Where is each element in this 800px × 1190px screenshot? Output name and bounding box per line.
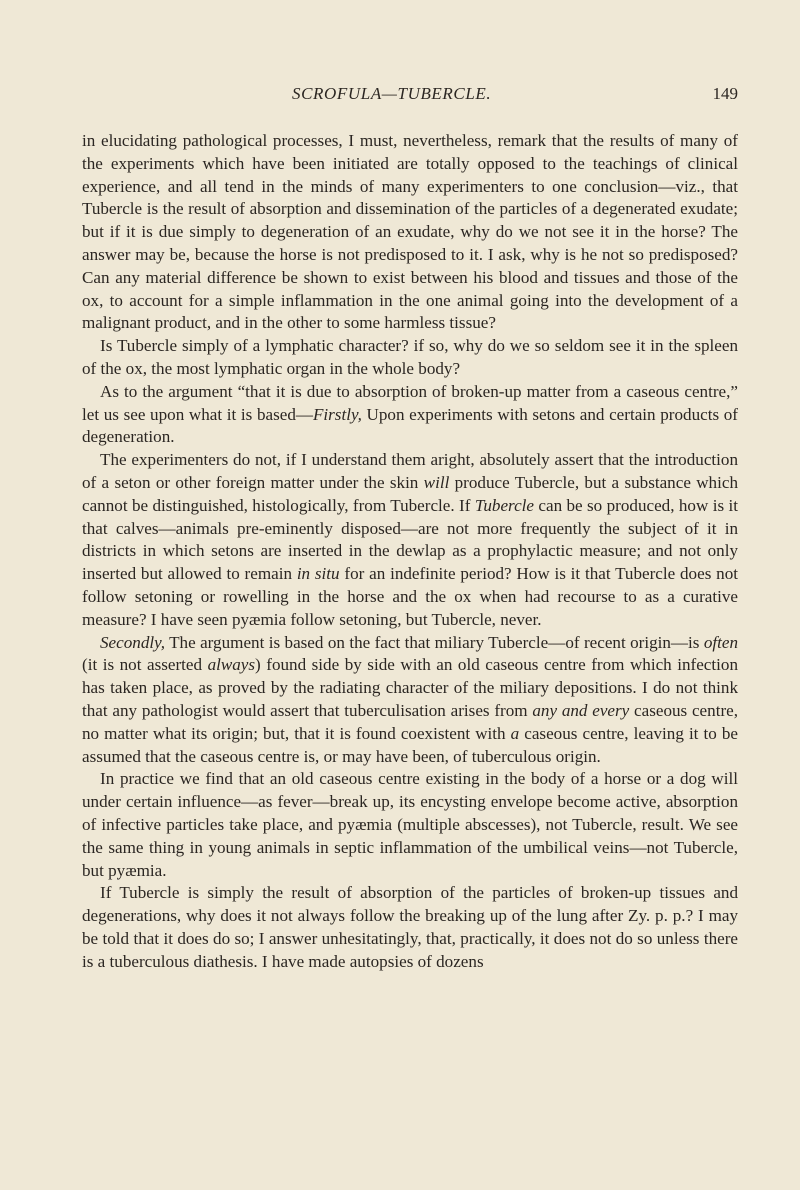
italic-text-run: Firstly, (312, 404, 362, 424)
text-run: caseous centre, leaving it to be assumed that the caseous centre is, or may have been, of tuberculous origin. (82, 723, 738, 766)
text-run: Upon experiments with setons and certain products of degeneration. (82, 404, 738, 447)
paragraph (82, 381, 738, 449)
running-title: SCROFULA—TUBERCLE. (292, 84, 492, 103)
paragraph (82, 768, 738, 882)
italic-text-run: always (207, 655, 256, 675)
italic-text-run: a (510, 723, 520, 743)
text-run: The argument is based on the fact that miliary Tubercle—of recent origin—is (165, 632, 704, 652)
italic-text-run: often (703, 632, 738, 652)
text-run: (it is not asserted (82, 655, 208, 675)
book-page (0, 84, 800, 1190)
text-run: caseous centre, no matter what its origin; but, that it is found coexistent with (82, 700, 738, 743)
text-run: The experimenters do not, if I understand them aright, absolutely assert that the introduction of a seton or other foreign matter under the skin (82, 450, 738, 492)
paragraph (82, 130, 738, 335)
paragraph (82, 632, 738, 769)
italic-text-run: will (423, 472, 450, 492)
text-run: In practice we find that an old caseous centre existing in the body of a horse or a dog will under certain influence—as fever—break up, its encysting envelope become active, absorption of infective particles take place, and pyæmia (multiple abscesses), not Tubercle, result. We see the same thing in young animals in septic inflammation of the umbilical veins—not Tubercle, but pyæmia. (82, 769, 738, 880)
text-run: in elucidating pathological processes, I must, nevertheless, remark that the results of many of the experiments which have been initiated are totally opposed to the teachings of clinical experience, and all tend in the minds of many experimenters to one conclusion—viz., that Tubercle is the result of absorption and dissemination of the particles of a degenerated exudate; but if it is due simply to degeneration of an exudate, why do we not see it in the horse? The answer may be, because the horse is not predisposed to it. I ask, why is he not so predisposed? Can any material difference be shown to exist between his blood and tissues and those of the ox, to account for a simple inflammation in the one animal going into the development of a malignant product, and in the other to some harmless tissue? (82, 131, 738, 333)
paragraph (82, 882, 738, 973)
paragraph (82, 449, 738, 631)
italic-text-run: in situ (296, 564, 340, 584)
text-run: produce Tubercle, but a substance which cannot be distinguished, histologically, from Tubercle. If (82, 472, 738, 515)
text-run: can be so produced, how is it that calves—animals pre-eminently disposed—are not more frequently the subject of it in districts in which setons are inserted in the dewlap as a prophylactic measure; and not only inserted but allowed to remain (82, 495, 738, 584)
text-run: If Tubercle is simply the result of absorption of the particles of broken-up tissues and degenerations, why does it not always follow the breaking up of the lung after Zy. p. p.? I may be told that it does do so; I answer unhesitatingly, that, practically, it does not do so unless there is a tuberculous diathesis. I have made autopsies of dozens (82, 883, 738, 971)
paragraph (82, 335, 738, 381)
running-head (82, 84, 738, 124)
italic-text-run: any and every (532, 700, 630, 720)
text-run: ) found side by side with an old caseous centre from which infection has taken place, as proved by the radiating character of the miliary depositions. I do not think that any pathologist would assert that tuberculisation arises from (82, 655, 738, 720)
italic-text-run: Tubercle (474, 495, 534, 515)
body-text (82, 130, 738, 973)
text-run: for an indefinite period? How is it that Tubercle does not follow setoning or rowelling in the horse and the ox when had recourse to as a curative measure? I have seen pyæmia follow setoning, but Tubercle, never. (82, 564, 738, 629)
text-run: As to the argument “that it is due to absorption of broken-up matter from a caseous centre,” let us see upon what it is based— (82, 381, 738, 424)
text-run: Is Tubercle simply of a lymphatic character? if so, why do we so seldom see it in the spleen of the ox, the most lymphatic organ in the whole body? (82, 336, 738, 378)
page-number: 149 (712, 84, 738, 103)
italic-text-run: Secondly, (100, 632, 166, 652)
